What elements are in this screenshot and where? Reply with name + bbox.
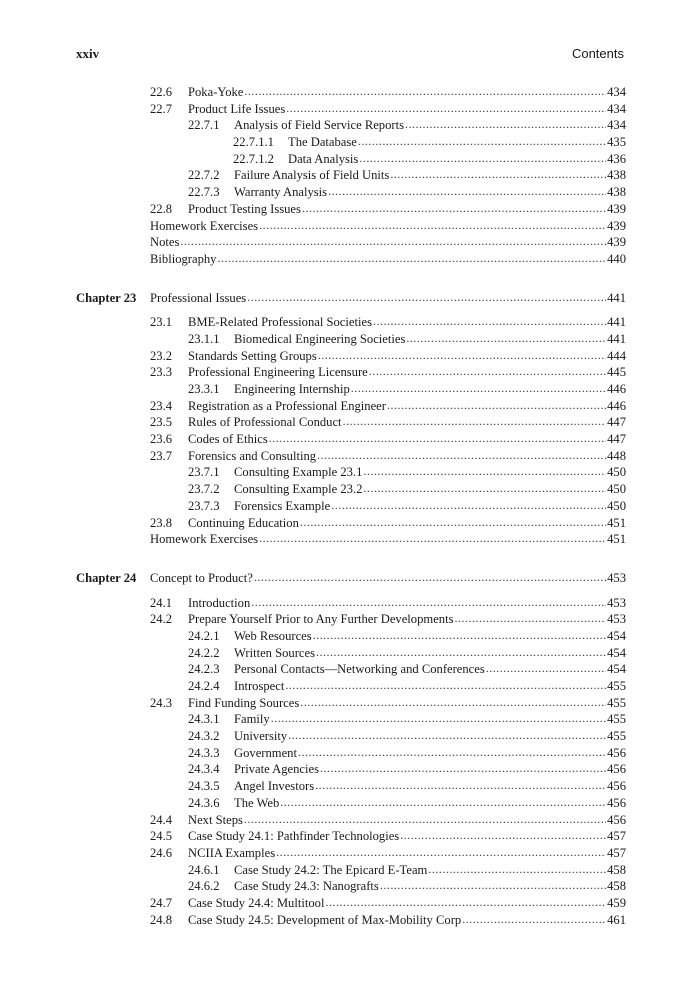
toc-entry-number: 23.7.3 xyxy=(188,498,220,513)
toc-entry-number: 24.5 xyxy=(150,829,173,844)
dot-leader xyxy=(288,727,606,744)
toc-entry-title: BME-Related Professional Societies xyxy=(188,315,372,330)
toc-entry-row[interactable] xyxy=(150,895,626,912)
toc-entry-page: 456 xyxy=(607,762,626,777)
toc-entry-title: Concept to Product? xyxy=(150,570,253,585)
toc-entry-title: Introspect xyxy=(234,679,285,693)
toc-entry-number: 24.3.4 xyxy=(188,762,220,777)
toc-entry-row[interactable] xyxy=(150,151,626,168)
dot-leader xyxy=(358,133,606,150)
toc-entry-row[interactable] xyxy=(150,728,626,745)
toc-entry-page: 456 xyxy=(607,795,626,810)
toc-entry-title: The Database xyxy=(288,135,357,150)
toc-entry-row[interactable] xyxy=(150,912,626,929)
toc-entry-page: 439 xyxy=(607,201,626,216)
toc-entry-title: Prepare Yourself Prior to Any Further Developments xyxy=(188,612,454,627)
toc-entry-number: 23.7 xyxy=(150,448,173,463)
toc-entry-page: 455 xyxy=(607,729,626,744)
toc-entry-title: Government xyxy=(234,745,297,760)
dot-leader xyxy=(387,397,606,414)
dot-leader xyxy=(454,610,606,627)
toc-entry-page: 456 xyxy=(607,745,626,760)
toc-entry-title: Continuing Education xyxy=(188,515,299,530)
toc-entry-title: Homework Exercises xyxy=(150,532,259,547)
toc-entry-number: Chapter 23 xyxy=(76,290,137,305)
dot-leader xyxy=(271,710,606,727)
toc-entry-page: 455 xyxy=(607,679,626,693)
dot-leader xyxy=(247,289,606,306)
toc-entry-page: 448 xyxy=(607,448,626,463)
toc-entry-row[interactable] xyxy=(150,464,626,481)
toc-entry-row[interactable] xyxy=(150,414,626,431)
toc-entry-row[interactable] xyxy=(150,448,626,465)
toc-entry-title: The Web xyxy=(234,795,280,810)
toc-entry-title: Biomedical Engineering Societies xyxy=(234,331,406,346)
toc-entry-number: 23.1.1 xyxy=(188,331,220,346)
toc-entry-row[interactable] xyxy=(150,431,626,448)
toc-entry-page: 453 xyxy=(607,570,626,585)
toc-entry-row[interactable] xyxy=(150,845,626,862)
toc-entry-row[interactable] xyxy=(150,348,626,365)
toc-entry-number: 22.7.2 xyxy=(188,168,220,183)
toc-entry-number: 22.7 xyxy=(150,101,173,116)
toc-entry-page: 438 xyxy=(607,185,626,200)
toc-entry-title: Private Agencies xyxy=(234,762,319,777)
toc-entry-number: 22.7.1 xyxy=(188,118,220,133)
toc-entry-number: 24.3.1 xyxy=(188,712,220,727)
toc-entry-row[interactable] xyxy=(150,234,626,251)
toc-entry-number: 23.2 xyxy=(150,348,173,363)
toc-entry-page: 455 xyxy=(607,695,626,710)
toc-entry-row[interactable] xyxy=(150,761,626,778)
toc-entry-row[interactable] xyxy=(150,481,626,498)
toc-entry-title: Family xyxy=(234,712,270,727)
toc-entry-row[interactable] xyxy=(150,251,626,268)
toc-entry-row[interactable] xyxy=(150,862,626,879)
toc-entry-page: 447 xyxy=(607,415,626,430)
toc-entry-page: 439 xyxy=(607,218,626,233)
toc-entry-page: 453 xyxy=(607,595,626,610)
dot-leader xyxy=(300,694,606,711)
toc-entry-number: 24.3.5 xyxy=(188,779,220,794)
dot-leader xyxy=(359,150,606,167)
toc-entry-page: 450 xyxy=(607,482,626,497)
dot-leader xyxy=(318,347,606,364)
toc-entry-number: 24.3.3 xyxy=(188,745,220,760)
dot-leader xyxy=(369,363,606,380)
toc-entry-title: Standards Setting Groups xyxy=(188,348,317,363)
toc-entry-row[interactable] xyxy=(150,531,626,548)
dot-leader xyxy=(390,166,606,183)
toc-entry-page: 461 xyxy=(607,912,626,927)
toc-entry-page: 459 xyxy=(607,895,626,910)
toc-entry-row[interactable] xyxy=(150,184,626,201)
dot-leader xyxy=(254,569,606,586)
dot-leader xyxy=(462,911,606,928)
toc-entry-title: Case Study 24.2: The Epicard E-Team xyxy=(234,862,428,877)
toc-entry-title: Case Study 24.5: Development of Max-Mobility Corp xyxy=(188,912,462,927)
toc-entry-page: 435 xyxy=(607,135,626,150)
toc-entry-number: 24.8 xyxy=(150,912,173,927)
toc-entry-page: 444 xyxy=(607,348,626,363)
toc-entry-number: 24.6 xyxy=(150,845,173,860)
toc-entry-page: 456 xyxy=(607,812,626,827)
table-of-contents xyxy=(0,84,700,928)
toc-entry-page: 436 xyxy=(607,151,626,166)
dot-leader xyxy=(405,116,606,133)
toc-entry-page: 450 xyxy=(607,465,626,480)
toc-entry-row[interactable] xyxy=(150,628,626,645)
dot-leader xyxy=(315,777,606,794)
toc-chapter-row[interactable] xyxy=(76,290,626,307)
toc-entry-row[interactable] xyxy=(150,101,626,118)
dot-leader xyxy=(320,760,606,777)
toc-entry-number: 22.6 xyxy=(150,85,173,99)
toc-entry-title: Written Sources xyxy=(234,645,315,660)
toc-entry-number: Chapter 24 xyxy=(76,570,137,585)
toc-entry-number: 23.5 xyxy=(150,415,173,430)
toc-entry-number: 22.7.1.2 xyxy=(233,151,274,166)
page-header xyxy=(76,46,624,64)
toc-entry-title: Poka-Yoke xyxy=(188,85,244,99)
dot-leader xyxy=(276,844,606,861)
toc-entry-title: Personal Contacts—Networking and Conferences xyxy=(234,662,485,677)
toc-entry-title: Introduction xyxy=(188,595,251,610)
toc-entry-page: 454 xyxy=(607,628,626,643)
section-gap xyxy=(0,268,700,290)
toc-entry-row[interactable] xyxy=(150,695,626,712)
toc-entry-title: NCIIA Examples xyxy=(188,845,276,860)
toc-entry-title: Consulting Example 23.1 xyxy=(234,465,363,480)
toc-entry-title: Forensics and Consulting xyxy=(188,448,317,463)
toc-entry-row[interactable] xyxy=(150,201,626,218)
toc-entry-row[interactable] xyxy=(150,678,626,695)
toc-chapter-row[interactable] xyxy=(76,570,626,587)
toc-entry-title: Case Study 24.4: Multitool xyxy=(188,895,325,910)
dot-leader xyxy=(300,514,606,531)
toc-entry-page: 451 xyxy=(607,532,626,547)
toc-entry-title: Case Study 24.1: Pathfinder Technologies xyxy=(188,829,400,844)
toc-entry-row[interactable] xyxy=(150,878,626,895)
dot-leader xyxy=(259,217,606,234)
toc-entry-number: 24.2.1 xyxy=(188,628,220,643)
dot-leader xyxy=(317,447,606,464)
toc-entry-number: 23.7.1 xyxy=(188,465,220,480)
toc-entry-number: 24.2 xyxy=(150,612,173,627)
toc-entry-title: Engineering Internship xyxy=(234,382,350,396)
toc-entry-title: University xyxy=(234,729,288,744)
dot-leader xyxy=(251,594,606,611)
toc-entry-row[interactable] xyxy=(150,218,626,235)
toc-entry-title: Professional Engineering Licensure xyxy=(188,365,368,380)
toc-entry-number: 24.6.1 xyxy=(188,862,220,877)
toc-entry-row[interactable] xyxy=(150,515,626,532)
toc-entry-row[interactable] xyxy=(150,398,626,415)
toc-entry-title: Registration as a Professional Engineer xyxy=(188,398,386,413)
toc-entry-number: 24.2.3 xyxy=(188,662,220,677)
dot-leader xyxy=(325,894,606,911)
dot-leader xyxy=(486,660,606,677)
toc-entry-page: 441 xyxy=(607,315,626,330)
toc-entry-title: Find Funding Sources xyxy=(188,695,300,710)
toc-entry-number: 24.6.2 xyxy=(188,879,220,894)
dot-leader xyxy=(428,861,606,878)
toc-entry-page: 441 xyxy=(607,331,626,346)
dot-leader xyxy=(351,380,606,397)
dot-leader xyxy=(259,530,606,547)
toc-entry-row[interactable] xyxy=(150,364,626,381)
toc-entry-title: Bibliography xyxy=(150,251,217,266)
dot-leader xyxy=(180,233,606,250)
toc-entry-number: 24.7 xyxy=(150,895,173,910)
toc-entry-number: 24.3.6 xyxy=(188,795,220,810)
dot-leader xyxy=(244,811,606,828)
toc-entry-row[interactable] xyxy=(150,84,626,101)
dot-leader xyxy=(217,250,606,267)
dot-leader xyxy=(313,627,606,644)
toc-entry-title: Web Resources xyxy=(234,628,312,643)
dot-leader xyxy=(380,877,606,894)
toc-entry-row[interactable] xyxy=(150,828,626,845)
toc-entry-page: 456 xyxy=(607,779,626,794)
toc-entry-page: 445 xyxy=(607,365,626,380)
toc-entry-row[interactable] xyxy=(150,314,626,331)
toc-entry-row[interactable] xyxy=(150,134,626,151)
toc-entry-title: Angel Investors xyxy=(234,779,315,794)
toc-entry-row[interactable] xyxy=(150,812,626,829)
toc-entry-page: 451 xyxy=(607,515,626,530)
toc-entry-page: 457 xyxy=(607,845,626,860)
toc-entry-title: Failure Analysis of Field Units xyxy=(234,168,390,183)
toc-entry-page: 454 xyxy=(607,645,626,660)
toc-entry-page: 450 xyxy=(607,498,626,513)
dot-leader xyxy=(244,83,606,100)
dot-leader xyxy=(316,644,606,661)
toc-entry-row[interactable] xyxy=(150,381,626,398)
toc-entry-number: 24.4 xyxy=(150,812,173,827)
dot-leader xyxy=(286,100,606,117)
toc-entry-number: 23.8 xyxy=(150,515,173,530)
toc-entry-number: 24.2.4 xyxy=(188,679,220,693)
toc-entry-number: 22.7.3 xyxy=(188,185,220,200)
toc-entry-row[interactable] xyxy=(150,595,626,612)
toc-entry-row[interactable] xyxy=(150,795,626,812)
toc-entry-page: 458 xyxy=(607,879,626,894)
toc-entry-row[interactable] xyxy=(150,711,626,728)
toc-entry-page: 441 xyxy=(607,290,626,305)
toc-entry-title: Warranty Analysis xyxy=(234,185,328,200)
toc-entry-number: 23.1 xyxy=(150,315,173,330)
toc-entry-number: 24.1 xyxy=(150,595,173,610)
toc-entry-row[interactable] xyxy=(150,498,626,515)
toc-entry-number: 23.3 xyxy=(150,365,173,380)
dot-leader xyxy=(400,827,606,844)
toc-entry-title: Product Testing Issues xyxy=(188,201,301,216)
dot-leader xyxy=(343,413,607,430)
dot-leader xyxy=(280,794,606,811)
toc-entry-row[interactable] xyxy=(150,745,626,762)
toc-entry-row[interactable] xyxy=(150,778,626,795)
toc-entry-number: 24.3.2 xyxy=(188,729,220,744)
toc-entry-page: 438 xyxy=(607,168,626,183)
dot-leader xyxy=(328,183,606,200)
toc-entry-title: Homework Exercises xyxy=(150,218,259,233)
toc-entry-number: 23.3.1 xyxy=(188,382,220,396)
toc-entry-title: Case Study 24.3: Nanografts xyxy=(234,879,379,894)
toc-entry-page: 454 xyxy=(607,662,626,677)
toc-entry-row[interactable] xyxy=(150,661,626,678)
dot-leader xyxy=(363,463,606,480)
running-title: Contents xyxy=(571,46,624,61)
toc-entry-title: Product Life Issues xyxy=(188,101,286,116)
toc-entry-page: 440 xyxy=(607,251,626,266)
toc-entry-number: 23.4 xyxy=(150,398,173,413)
toc-entry-row[interactable] xyxy=(150,331,626,348)
toc-entry-page: 446 xyxy=(607,398,626,413)
toc-entry-title: Rules of Professional Conduct xyxy=(188,415,342,430)
dot-leader xyxy=(285,677,606,694)
toc-entry-page: 447 xyxy=(607,432,626,447)
toc-entry-page: 434 xyxy=(607,85,626,99)
dot-leader xyxy=(331,497,606,514)
toc-entry-title: Analysis of Field Service Reports xyxy=(234,118,404,133)
page-number: xxiv xyxy=(76,46,100,61)
toc-entry-page: 434 xyxy=(607,101,626,116)
toc-entry-title: Consulting Example 23.2 xyxy=(234,482,363,497)
toc-entry-page: 446 xyxy=(607,382,626,396)
toc-entry-number: 22.8 xyxy=(150,201,173,216)
dot-leader xyxy=(302,200,606,217)
toc-entry-row[interactable] xyxy=(150,645,626,662)
toc-entry-row[interactable] xyxy=(150,117,626,134)
toc-entry-page: 453 xyxy=(607,612,626,627)
toc-entry-number: 23.6 xyxy=(150,432,173,447)
toc-entry-title: Data Analysis xyxy=(288,151,359,166)
dot-leader xyxy=(269,430,606,447)
toc-entry-page: 458 xyxy=(607,862,626,877)
dot-leader xyxy=(406,330,606,347)
toc-entry-title: Forensics Example xyxy=(234,498,331,513)
dot-leader xyxy=(373,313,606,330)
toc-entry-row[interactable] xyxy=(150,167,626,184)
toc-entry-page: 439 xyxy=(607,235,626,250)
toc-entry-number: 23.7.2 xyxy=(188,482,220,497)
toc-entry-number: 22.7.1.1 xyxy=(233,135,274,150)
toc-entry-page: 455 xyxy=(607,712,626,727)
toc-entry-number: 24.2.2 xyxy=(188,645,220,660)
toc-entry-title: Professional Issues xyxy=(150,290,247,305)
toc-entry-title: Next Steps xyxy=(188,812,243,827)
section-gap xyxy=(0,548,700,570)
dot-leader xyxy=(363,480,606,497)
toc-entry-number: 24.3 xyxy=(150,695,173,710)
toc-entry-page: 434 xyxy=(607,118,626,133)
dot-leader xyxy=(298,744,606,761)
toc-entry-row[interactable] xyxy=(150,611,626,628)
toc-entry-title: Codes of Ethics xyxy=(188,432,268,447)
toc-entry-page: 457 xyxy=(607,829,626,844)
toc-entry-title: Notes xyxy=(150,235,180,250)
